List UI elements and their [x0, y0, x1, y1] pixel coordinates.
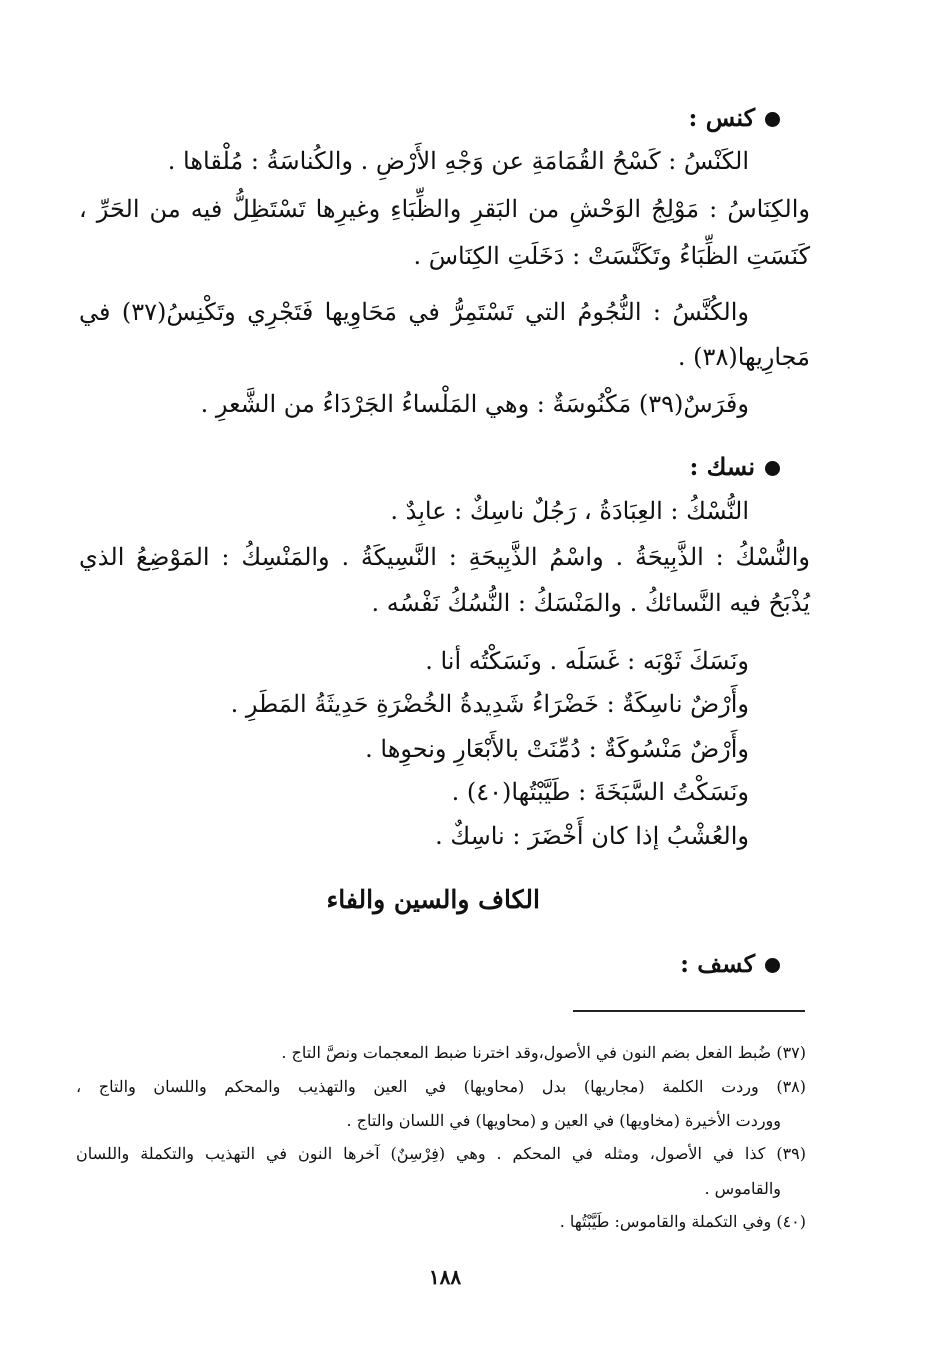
entry-line: وفَرَسٌ(٣٩) مَكْنُوسَةٌ : وهي المَلْساءُ الجَرْدَاءُ من الشَّعرِ . [200, 390, 749, 418]
entry-line: يُذْبَحُ فيه النَّسائكُ . والمَنْسَكُ : النُّسُكُ نَفْسُه . [371, 589, 810, 617]
footnote-38: (٣٨) وردت الكلمة (مجاريها) بدل (محاويها) في العين والتهذيب والمحكم واللسان والتاج ، [76, 1077, 806, 1096]
footnote-39-continued: والقاموس . [704, 1179, 781, 1198]
entry-heading-text: كنس : [688, 103, 755, 132]
footnote-divider [573, 1010, 805, 1012]
entry-line: ونَسَكْتُ السَّبَخَةَ : طَيَّبْتُها(٤٠) . [451, 778, 749, 806]
entry-heading-kns [689, 98, 780, 138]
entry-line: النُّسْكُ : العِبَادَةُ ، رَجُلٌ ناسِكٌ : عابِدٌ . [390, 497, 749, 525]
section-title: الكاف والسين والفاء [326, 885, 540, 914]
entry-line: وأَرْضٌ مَنْسُوكَةٌ : دُمِّنَتْ بالأَبْعَارِ ونحوِها . [365, 735, 749, 763]
entry-line: ونَسَكَ ثَوْبَه : غَسَلَه . ونَسَكْتُه أنا . [425, 647, 749, 675]
entry-line: والنُّسْكُ : الذَّبِيحَةُ . واسْمُ الذَّبِيحَةِ : النَّسِيكَةُ . والمَنْسِكُ : المَوْضِعُ الذي [79, 543, 810, 571]
entry-line: والكِنَاسُ : مَوْلِجُ الوَحْشِ من البَقرِ والظِّبَاءِ وغيرِها تَسْتَظِلُّ فيه من الحَرِّ ، [79, 195, 810, 223]
footnote-38-continued: ووردت الأخيرة (مخاويها) في العين و (محاويها) في اللسان والتاج . [346, 1111, 781, 1130]
bullet-icon [765, 461, 780, 476]
page-number: ١٨٨ [428, 1265, 462, 1289]
entry-heading-ksf [680, 944, 780, 984]
footnote-37: (٣٧) ضُبط الفعل بضم النون في الأصول،وقد اخترنا ضبط المعجمات ونصَّ التاج . [281, 1043, 806, 1062]
entry-line: والعُشْبُ إذا كان أَخْضَرَ : ناسِكٌ . [435, 822, 749, 850]
footnote-39: (٣٩) كذا في الأصول، ومثله في المحكم . وهي (فِرْسِنٌ) آخرها النون في التهذيب والتكملة واللسان [76, 1144, 806, 1163]
entry-heading-text: كسف : [680, 949, 755, 978]
entry-line: مَجارِيها(٣٨) . [677, 343, 810, 371]
entry-line: الكَنْسُ : كَسْحُ القُمَامَةِ عن وَجْهِ الأَرْضِ . والكُناسَةُ : مُلْقاها . [167, 147, 749, 175]
entry-line: كَنَسَتِ الظِّبَاءُ وتَكَنَّسَتْ : دَخَلَتِ الكِنَاسَ . [413, 242, 810, 270]
bullet-icon [765, 958, 780, 973]
bullet-icon [765, 112, 780, 127]
entry-line: وأَرْضٌ ناسِكَةٌ : خَضْرَاءُ شَدِيدةُ الخُضْرَةِ حَدِيثَةُ المَطَرِ . [230, 690, 749, 718]
entry-heading-nsk [689, 447, 780, 487]
footnote-40: (٤٠) وفي التكملة والقاموس: طَيَّبْتُها . [559, 1212, 806, 1231]
entry-line: والكُنَّسُ : النُّجُومُ التي تَسْتَمِرُّ في مَحَاوِيها فَتَجْرِي وتَكْنِسُ(٣٧) في [79, 298, 750, 326]
entry-heading-text: نسك : [689, 452, 755, 481]
